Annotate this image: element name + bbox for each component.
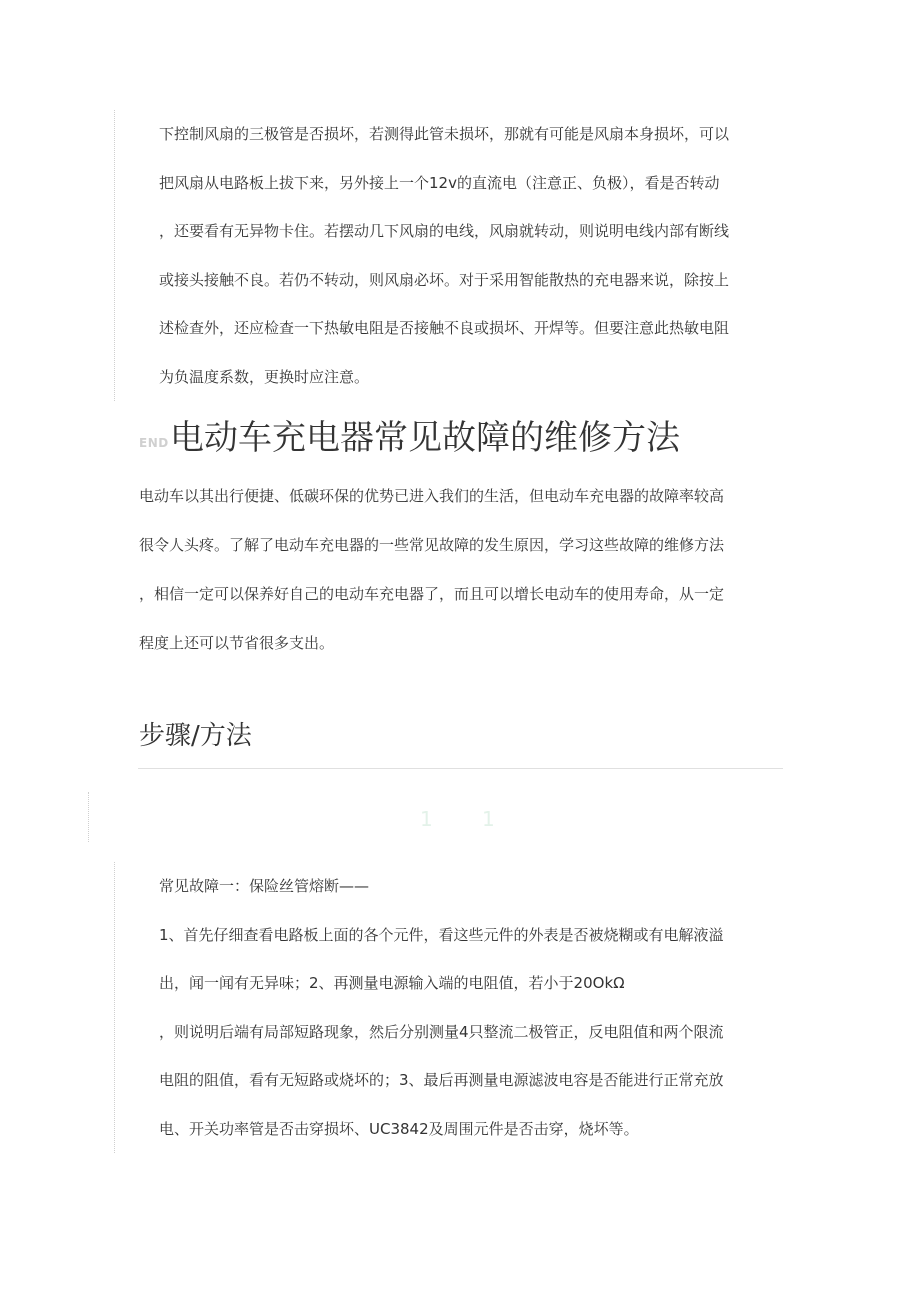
intro-line: 电动车以其出行便捷、低碳环保的优势已进入我们的生活，但电动车充电器的故障率较高 xyxy=(139,487,725,505)
paragraph-line: 述检查外，还应检查一下热敏电阻是否接触不良或损坏、开焊等。但要注意此热敏电阻 xyxy=(159,319,730,337)
continued-section xyxy=(114,110,779,401)
section-divider xyxy=(138,768,783,769)
step-number: 1 xyxy=(420,807,433,831)
intro-line: 很令人头疼。了解了电动车充电器的一些常见故障的发生原因，学习这些故障的维修方法 xyxy=(139,536,725,554)
end-tag: END xyxy=(139,436,169,450)
paragraph-line: ，则说明后端有局部短路现象，然后分别测量4只整流二极管正，反电阻值和两个限流 xyxy=(159,1022,724,1041)
paragraph-line: 把风扇从电路板上拔下来，另外接上一个12v的直流电（注意正、负极），看是否转动 xyxy=(159,173,720,192)
paragraph-line: 或接头接触不良。若仍不转动，则风扇必坏。对于采用智能散热的充电器来说，除按上 xyxy=(159,270,730,289)
paragraph-line: 电阻的阻值，看有无短路或烧坏的；3、最后再测量电源滤波电容是否能进行正常充放 xyxy=(159,1071,724,1089)
steps-heading: 步骤/方法 xyxy=(139,721,252,751)
paragraph-line: 出，闻一闻有无异味；2、再测量电源输入端的电阻值，若小于20OkΩ xyxy=(159,974,625,992)
paragraph-line: 为负温度系数，更换时应注意。 xyxy=(159,367,370,386)
step-number: 1 xyxy=(482,807,495,831)
article-title: 电动车充电器常见故障的维修方法 xyxy=(170,418,680,458)
paragraph-line: 1、首先仔细查看电路板上面的各个元件，看这些元件的外表是否被烧糊或有电解液溢 xyxy=(159,925,724,944)
intro-line: 程度上还可以节省很多支出。 xyxy=(139,634,335,652)
fault-one-section xyxy=(114,862,779,1153)
step-marker-bar xyxy=(88,792,89,842)
fault-heading: 常见故障一：保险丝管熔断—— xyxy=(159,877,370,895)
paragraph-line: 下控制风扇的三极管是否损坏，若测得此管未损坏，那就有可能是风扇本身损坏，可以 xyxy=(159,125,730,143)
intro-line: ，相信一定可以保养好自己的电动车充电器了，而且可以增长电动车的使用寿命，从一定 xyxy=(139,585,725,603)
paragraph-line: ，还要看有无异物卡住。若摆动几下风扇的电线，风扇就转动，则说明电线内部有断线 xyxy=(159,222,730,240)
article-intro xyxy=(139,472,789,668)
paragraph-line: 电、开关功率管是否击穿损坏、UC3842及周围元件是否击穿，烧坏等。 xyxy=(159,1119,639,1138)
